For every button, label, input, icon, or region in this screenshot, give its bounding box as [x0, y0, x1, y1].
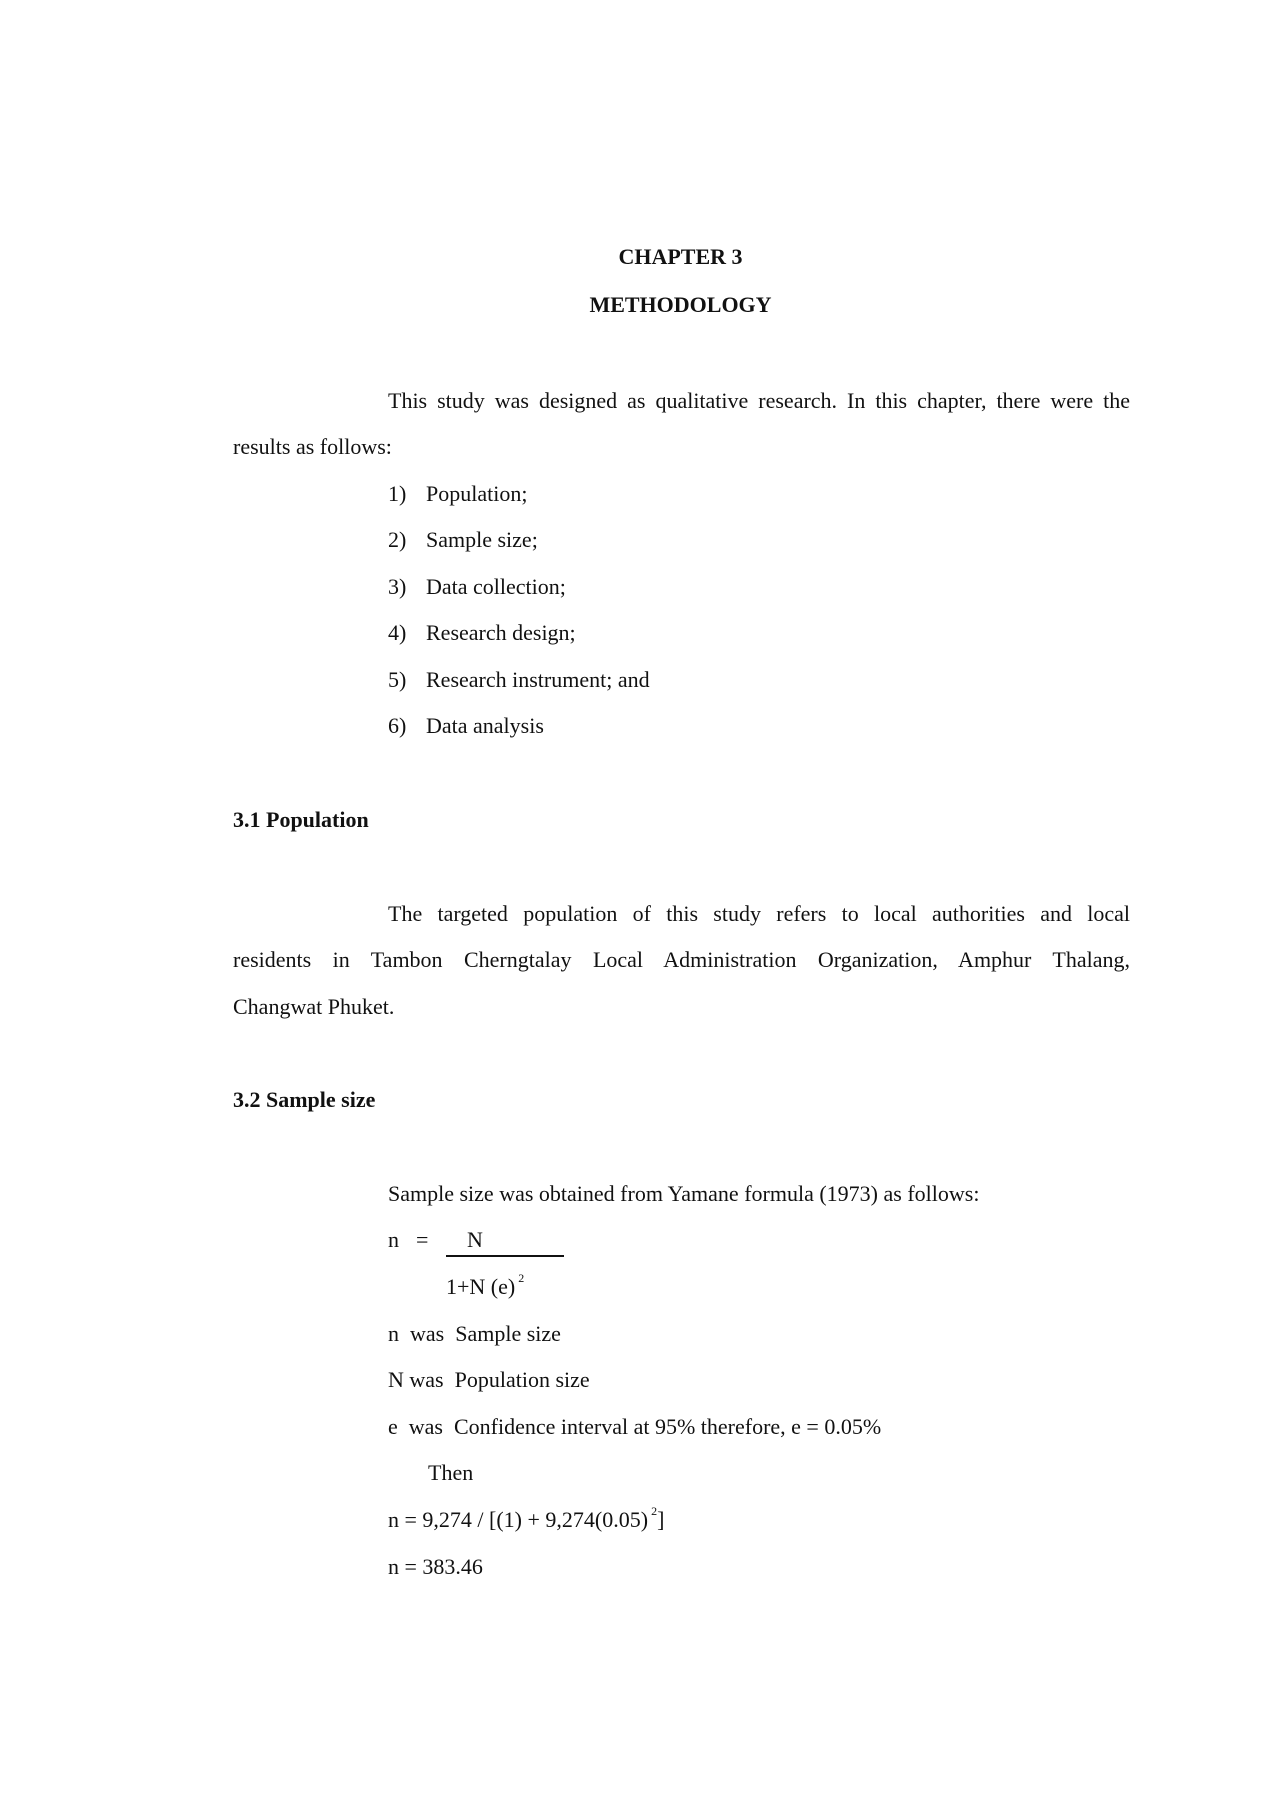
population-line-1: The targeted population of this study refers to local authorities and local: [388, 901, 1130, 926]
list-item-text: Research design;: [426, 620, 576, 645]
definition-n: n was Sample size: [388, 1321, 561, 1346]
formula-numerator: N: [467, 1227, 483, 1252]
list-item-number: 5): [388, 667, 407, 692]
list-item-number: 2): [388, 527, 407, 552]
population-line-2: residents in Tambon Cherngtalay Local Administration Organization, Amphur Thalang,: [233, 947, 1130, 972]
calculation-result: n = 383.46: [388, 1554, 483, 1579]
formula-exponent: 2: [518, 1271, 525, 1285]
list-item-text: Data analysis: [426, 713, 544, 738]
fraction-bar: [446, 1255, 564, 1257]
intro-line-1: This study was designed as qualitative research. In this chapter, there were the: [388, 388, 1130, 413]
calculation-line: n = 9,274 / [(1) + 9,274(0.05) $^2$]: [388, 1504, 665, 1532]
list-item-number: 6): [388, 713, 407, 738]
list-item-number: 1): [388, 481, 407, 506]
formula-denominator: 1+N (e) $^2$: [446, 1271, 525, 1299]
formula-lhs: n: [388, 1227, 399, 1252]
definition-N: N was Population size: [388, 1367, 590, 1392]
list-item-number: 3): [388, 574, 407, 599]
then-label: Then: [428, 1460, 474, 1485]
list-item-text: Population;: [426, 481, 528, 506]
definition-e: e was Confidence interval at 95% therefore, e = 0.05%: [388, 1414, 882, 1439]
sample-intro: Sample size was obtained from Yamane formula (1973) as follows:: [388, 1181, 980, 1206]
chapter-label: CHAPTER 3: [618, 244, 743, 269]
intro-line-2: results as follows:: [233, 434, 392, 459]
calculation-exponent: 2: [651, 1504, 658, 1518]
population-line-3: Changwat Phuket.: [233, 994, 395, 1019]
chapter-title: METHODOLOGY: [589, 292, 772, 317]
formula-equals: =: [416, 1227, 429, 1252]
section-heading-sample-size: 3.2 Sample size: [233, 1087, 376, 1112]
list-item-number: 4): [388, 620, 407, 645]
list-item-text: Research instrument; and: [426, 667, 650, 692]
list-item-text: Sample size;: [426, 527, 538, 552]
list-item-text: Data collection;: [426, 574, 566, 599]
section-heading-population: 3.1 Population: [233, 807, 369, 832]
